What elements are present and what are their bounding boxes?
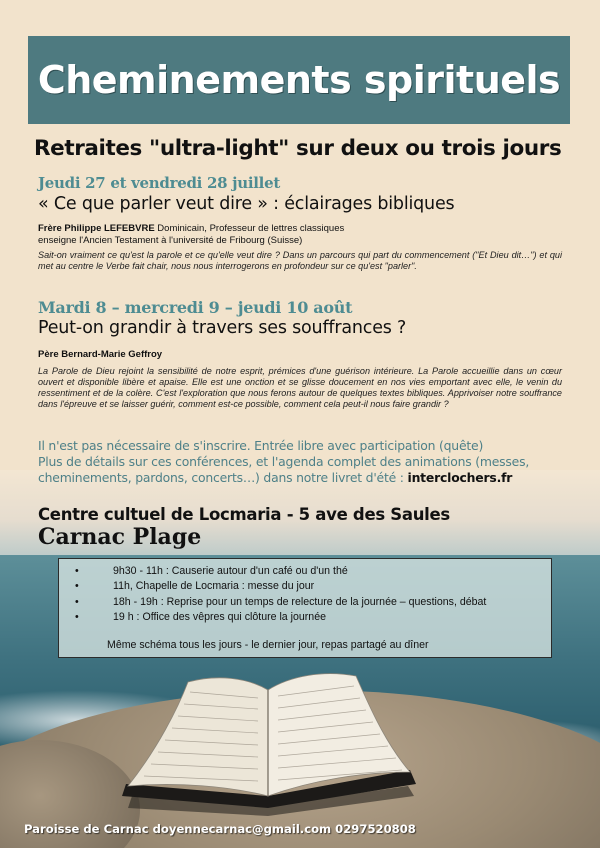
schedule-item — [69, 564, 541, 579]
info-line-1: Il n'est pas nécessaire de s'inscrire. Entrée libre avec participation (quête) — [38, 438, 484, 453]
title-banner — [28, 36, 570, 124]
info-text — [38, 438, 568, 486]
event-title: « Ce que parler veut dire » : éclairages bibliques — [38, 194, 455, 214]
schedule-item-text: 9h30 - 11h : Causerie autour d'un café ou d'un thé — [113, 565, 348, 577]
bullet-icon: • — [75, 595, 79, 608]
schedule-item — [69, 595, 541, 610]
page-title: Cheminements spirituels — [37, 58, 561, 102]
contact-phone: 0297520808 — [335, 822, 416, 836]
venue-address: Centre cultuel de Locmaria - 5 ave des Saules — [38, 505, 450, 524]
schedule-item-text: 11h, Chapelle de Locmaria : messe du jour — [113, 580, 315, 593]
schedule-list — [69, 564, 541, 626]
speaker-name: Frère Philippe LEFEBVRE — [38, 223, 155, 234]
schedule-item — [69, 579, 541, 594]
speaker-role-2: enseigne l'Ancien Testament à l'université de Fribourg (Suisse) — [38, 235, 303, 246]
info-details: Plus de détails sur ces conférences, et l'agenda complet des animations (messes, cheminements, pardons, concerts…) dans notre livret d'été : — [38, 454, 530, 485]
event-date: Mardi 8 – mercredi 9 – jeudi 10 août — [38, 298, 353, 317]
event-date: Jeudi 27 et vendredi 28 juillet — [38, 174, 280, 192]
open-bible-image — [118, 668, 418, 818]
schedule-box — [58, 558, 552, 658]
schedule-note: Même schéma tous les jours - le dernier jour, repas partagé au dîner — [107, 638, 429, 651]
subtitle: Retraites "ultra-light" sur deux ou trois jours — [34, 136, 562, 161]
website-link[interactable]: interclochers.fr — [407, 470, 513, 485]
event-title: Peut-on grandir à travers ses souffrances ? — [38, 318, 407, 338]
schedule-item-text: 19 h : Office des vêpres qui clôture la journée — [113, 611, 326, 624]
event-description: La Parole de Dieu rejoint la sensibilité de notre esprit, prémices d'une guérison intérieure. La Parole accueillie dans un cœur ouvert et disponible libère et apaise. Elle est une onction et se glisse doucement en nos vies emportant avec elle, le venin du ressentiment et de la colère. C'est l'exploration que nous ferons autour de quelques textes bibliques. Apprivoiser notre souffrance dans l'épreuve et se laisser guérir, comment est-ce possible, comment cela peut-il nous faire grandir ? — [38, 366, 562, 409]
speaker-role: Dominicain, Professeur de lettres classiques — [154, 223, 345, 234]
speaker-info — [38, 223, 344, 247]
speaker-name: Père Bernard-Marie Geffroy — [38, 349, 163, 360]
footer-contact — [24, 822, 416, 836]
bullet-icon: • — [75, 611, 79, 624]
schedule-item-text: 18h - 19h : Reprise pour un temps de relecture de la journée – questions, débat — [113, 595, 487, 608]
bullet-icon: • — [75, 565, 79, 577]
event-description: Sait-on vraiment ce qu'est la parole et ce qu'elle veut dire ? Dans un parcours qui part du commencement ("Et Dieu dit…") et qui met au centre le Verbe fait chair, nous nous interrogerons en profondeur sur ce qu'est "parler". — [38, 250, 562, 271]
contact-email[interactable]: doyennecarnac@gmail.com — [152, 822, 332, 836]
venue-town: Carnac Plage — [38, 524, 202, 550]
schedule-item — [69, 610, 541, 625]
parish-name: Paroisse de Carnac — [24, 822, 149, 836]
bullet-icon: • — [75, 580, 79, 593]
info-line-2 — [38, 454, 568, 486]
